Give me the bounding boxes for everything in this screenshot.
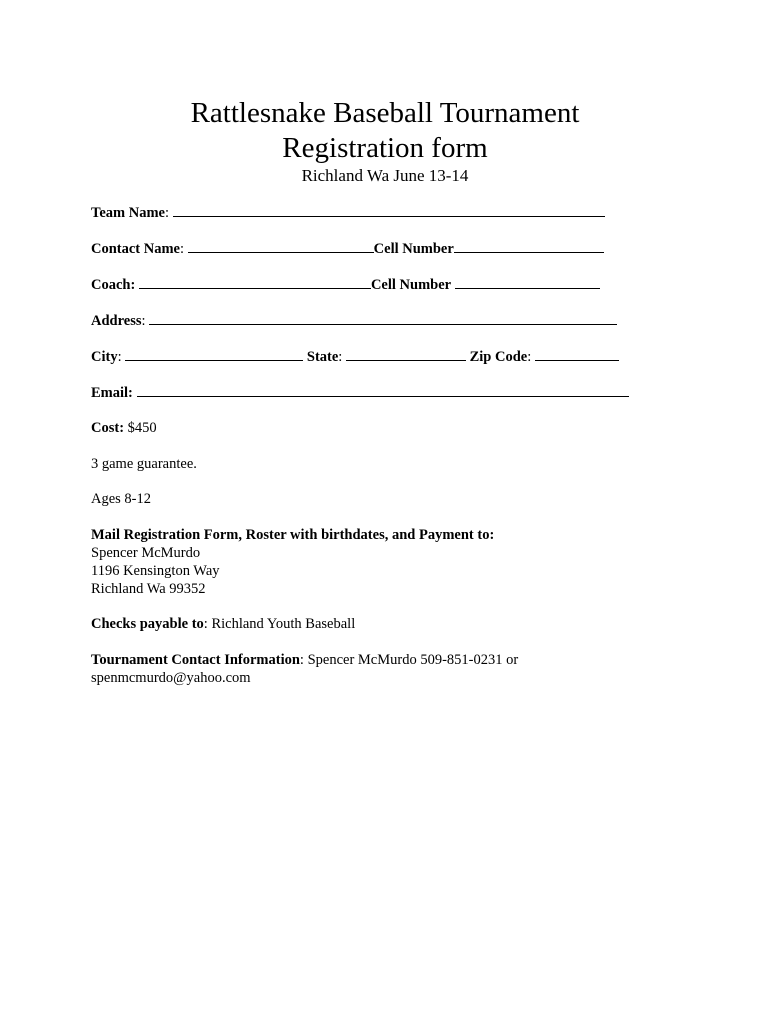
- coach-blank[interactable]: [139, 275, 371, 289]
- zip-code-blank[interactable]: [535, 347, 619, 361]
- checks-payable-value: : Richland Youth Baseball: [203, 616, 356, 632]
- state-label: State: [306, 349, 339, 365]
- coach-row: [91, 275, 600, 294]
- mail-heading-text: Mail Registration Form, Roster with birthdates, and Payment to:: [91, 527, 495, 543]
- cell-number-blank-2[interactable]: [455, 275, 600, 289]
- email-label: Email:: [91, 385, 133, 401]
- mail-heading: [91, 526, 494, 544]
- address-blank[interactable]: [149, 311, 617, 325]
- contact-info-value: : Spencer McMurdo 509-851-0231 or: [299, 652, 519, 668]
- checks-payable-label: Checks payable to: [91, 616, 204, 632]
- mail-street: 1196 Kensington Way: [91, 563, 220, 579]
- mail-city: Richland Wa 99352: [91, 581, 206, 597]
- city-label: City: [91, 349, 118, 365]
- contact-email: spenmcmurdo@yahoo.com: [91, 670, 251, 686]
- contact-name-blank[interactable]: [188, 239, 374, 253]
- address-row: Address:: [91, 311, 617, 330]
- mail-name: Spencer McMurdo: [91, 545, 201, 561]
- cell-number-label-1: Cell Number: [373, 241, 454, 257]
- contact-name-label: Contact Name: [91, 241, 180, 257]
- team-name-label: Team Name: [91, 205, 165, 221]
- cell-number-label-2: Cell Number: [370, 277, 452, 293]
- form-title-line1: Rattlesnake Baseball Tournament: [190, 97, 580, 129]
- team-name-blank[interactable]: [173, 203, 605, 217]
- team-name-row: Team Name:: [91, 203, 605, 222]
- guarantee-text: 3 game guarantee.: [91, 456, 197, 472]
- email-blank[interactable]: [137, 383, 629, 397]
- cost-label: Cost:: [91, 420, 125, 436]
- city-blank[interactable]: [125, 347, 303, 361]
- cost-row: [91, 419, 157, 437]
- contact-info-label: Tournament Contact Information: [91, 652, 300, 668]
- cost-value: $450: [127, 420, 157, 436]
- form-title-line2: Registration form: [282, 132, 488, 164]
- coach-label: Coach:: [91, 277, 136, 293]
- contact-name-row: Contact Name: Cell Number: [91, 239, 604, 258]
- state-blank[interactable]: [346, 347, 466, 361]
- cell-number-blank-1[interactable]: [454, 239, 604, 253]
- ages-text: Ages 8-12: [91, 491, 152, 507]
- address-label: Address: [91, 313, 142, 329]
- form-subtitle: Richland Wa June 13-14: [301, 166, 469, 185]
- zip-code-label: Zip Code: [469, 349, 528, 365]
- email-row: [91, 383, 629, 402]
- checks-payable-row: [91, 615, 355, 633]
- city-state-zip-row: City: State: Zip Code:: [91, 347, 619, 366]
- contact-info-row: [91, 651, 518, 669]
